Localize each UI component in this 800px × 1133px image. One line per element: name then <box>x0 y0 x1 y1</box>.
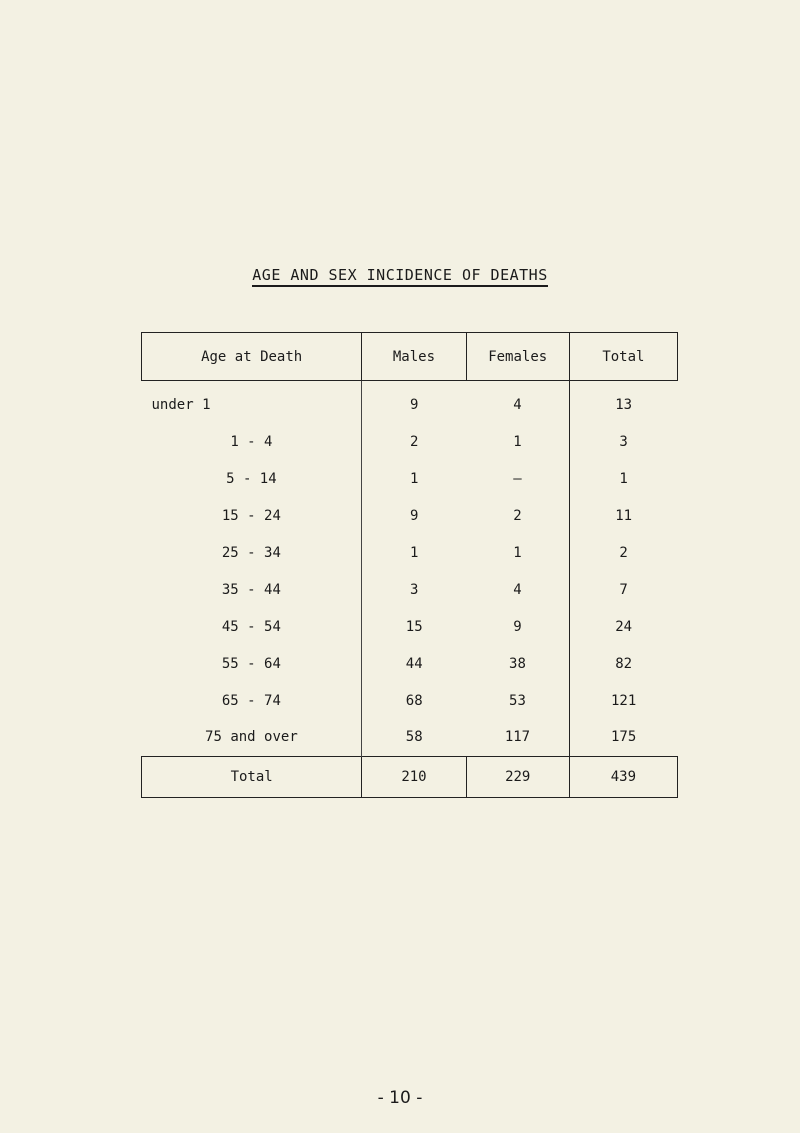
females-cell: – <box>513 471 522 488</box>
males-cell: 1 <box>362 461 466 498</box>
females-cell: 1 <box>513 545 522 561</box>
total-row <box>142 756 678 797</box>
age-cell: 5 - 14 <box>226 471 277 488</box>
age-cell: 75 and over <box>205 729 298 746</box>
table-row <box>142 719 678 756</box>
table-row <box>142 682 678 719</box>
header-age: Age at Death <box>142 333 362 381</box>
table-row <box>142 571 678 608</box>
total-cell: 24 <box>569 608 677 645</box>
females-cell: 2 <box>513 508 522 525</box>
header-row <box>142 333 678 381</box>
total-cell: 175 <box>569 719 677 756</box>
age-cell: 25 - 34 <box>221 545 281 561</box>
total-cell: 13 <box>569 381 677 424</box>
age-cell: 55 - 64 <box>221 655 281 672</box>
total-cell: 2 <box>569 535 677 572</box>
males-cell: 68 <box>362 682 466 719</box>
page-title <box>0 266 800 284</box>
table-row <box>142 608 678 645</box>
total-cell: 3 <box>569 424 677 461</box>
age-cell: under 1 <box>151 397 211 414</box>
total-all: 439 <box>569 756 677 797</box>
males-cell: 1 <box>362 535 466 572</box>
total-cell: 1 <box>569 461 677 498</box>
header-females: Females <box>466 333 569 381</box>
age-cell: 45 - 54 <box>221 618 281 635</box>
total-cell: 121 <box>569 682 677 719</box>
deaths-table <box>141 332 678 798</box>
males-cell: 9 <box>362 381 466 424</box>
total-cell: 7 <box>569 571 677 608</box>
females-cell: 117 <box>504 729 531 746</box>
total-females: 229 <box>466 756 569 797</box>
age-cell: 15 - 24 <box>221 508 281 525</box>
total-males: 210 <box>362 756 466 797</box>
males-cell: 44 <box>362 645 466 682</box>
age-cell: 65 - 74 <box>221 692 281 709</box>
table-row <box>142 381 678 424</box>
females-cell: 1 <box>513 434 522 451</box>
males-cell: 9 <box>362 498 466 535</box>
females-cell: 53 <box>509 692 526 709</box>
table-row <box>142 461 678 498</box>
total-cell: 11 <box>569 498 677 535</box>
total-cell: 82 <box>569 645 677 682</box>
males-cell: 58 <box>362 719 466 756</box>
table-row <box>142 424 678 461</box>
males-cell: 3 <box>362 571 466 608</box>
table-row <box>142 645 678 682</box>
total-label: Total <box>142 756 362 797</box>
females-cell: 4 <box>513 581 522 598</box>
header-males: Males <box>362 333 466 381</box>
age-cell: 35 - 44 <box>221 581 281 598</box>
age-cell: 1 - 4 <box>230 434 273 451</box>
header-total: Total <box>569 333 677 381</box>
table-row <box>142 498 678 535</box>
females-cell: 9 <box>513 618 522 635</box>
females-cell: 4 <box>513 397 522 414</box>
page-number: - 10 - <box>377 1088 423 1108</box>
males-cell: 15 <box>362 608 466 645</box>
table-row <box>142 535 678 572</box>
females-cell: 38 <box>509 655 526 672</box>
title-text: AGE AND SEX INCIDENCE OF DEATHS <box>252 266 547 287</box>
males-cell: 2 <box>362 424 466 461</box>
